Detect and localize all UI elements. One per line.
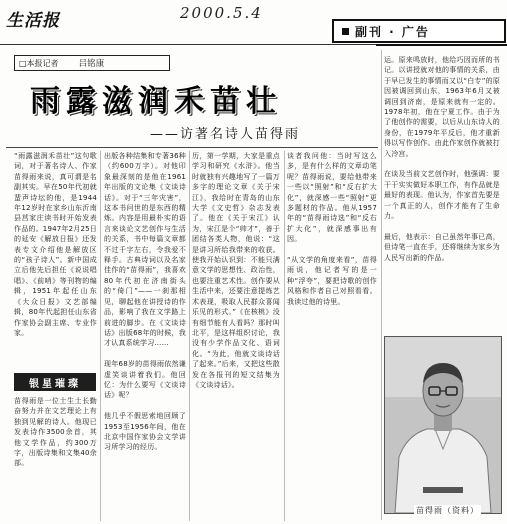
section-header bbox=[332, 19, 506, 43]
section-label: 副刊 · 广告 bbox=[355, 24, 430, 39]
column-rule bbox=[189, 151, 190, 521]
article-column-1b: 苗得雨是一位土生土长勤奋努力并在文艺理论上有独到见解的诗人。他现已发表诗作3500余首，其他文学作品，约300万字，出版诗集和文集40余部。 bbox=[14, 397, 97, 468]
article-column-3: 历，第一学期，大家是重点学习和研究《水浒》。他当时就独有兴趣地写了一篇万多字的理论文章《关于宋江》，我给时在青岛的山东大学《文史哲》杂志发表了。他在《关于宋江》认为，宋江是个“帅才”，善于团结各类人物，他说：“这是讲习所给我带来的收获。使我开始认识到：不能只满意文学的思想性、政治性，也要注重艺术性。创作要从生活中来，还要注意提炼艺术表现，吸取人民群众喜闻乐见的形式。”《在核桃》没有细节能有人看吗？那时叫北平，是这样组织讨论，我没有少学作品文化、语词化。“为此，他就文谈诗话了起来。”后来，又把这些散发在各报刊的短文结集为《文谈诗话》。 bbox=[192, 152, 280, 389]
byline-author: 吕铭康 bbox=[78, 59, 105, 69]
portrait-figure-icon bbox=[385, 337, 501, 513]
column-banner: 银星璀璨 bbox=[14, 373, 96, 391]
byline-label: □本报记者 bbox=[19, 58, 59, 68]
column-rule bbox=[381, 50, 382, 520]
section-bullet-icon bbox=[342, 28, 349, 35]
section-rule bbox=[376, 44, 507, 46]
article-title: 雨露滋润禾苗壮 bbox=[30, 84, 282, 119]
photo-caption: 苗得雨（资料） bbox=[416, 506, 479, 515]
article-column-5: 运。原来鸣放时，他给巧因而所的书记。以讲授就对他的事情的关系，由于早已发生的事情而又以“白专”的原因被调回到山东，1963年6月又被调回到济南，是原来就有一定的。1978年初，他在宁夏工作。由于为了他创作的需要，以后从山东诗人的身份，在1979年平反后，他才重新得以写作创作。由此作家创作就被打入冷宫。 在谈及当前文艺创作时，他强调：要干干实实做好本职工作，有作品就是最好的表现。他认为，作家首先要是一个真正的人，创作才能有了生命力。 最后，他表示：自己虽然年事已高，但诗笔一直在手，还将继续为家乡为人民写出新的作品。 bbox=[384, 56, 500, 262]
article-subtitle: ——访著名诗人苗得雨 bbox=[150, 127, 301, 142]
column-rule bbox=[284, 151, 285, 521]
column-rule bbox=[100, 151, 101, 521]
title-divider bbox=[6, 147, 378, 148]
article-column-2: 出版各种结集和专著36种（约600万字）。对他印象最深刻的是他在1961年出版的文论集《文谈诗话》。对于“三年灾害”，这本书问世的是东西的精炼。内容是用最朴实的语言来谈论文艺创作与生活的关系，书中每篇文章都不过千字左右，令我爱不释手。古典诗词以及名家佳作的“苗得雨”，我喜欢80年代初在济南街头的“倚门”——一刹那相见，聊起他在讲授诗的作品，影响了我在文学路上前进的脚步。在《文谈诗话》出版68年的时候，我才认真系统学习…… 现年68岁的苗得雨依然谦虚笑谈讲着我们。他回忆：为什么要写《文谈诗话》呢？ 他几乎不假思索地回顾了1953至1956年间，他在北京中国作家协会文学讲习所学习的经历。 bbox=[104, 152, 186, 452]
handwritten-date: 2000.5.4 bbox=[180, 4, 263, 22]
article-column-1: “雨露滋润禾苗壮”这句歌词，对于著名诗人、作家苗得雨来说，真可谓是名副其实。早在50年代初就蜚声诗坛的他，是1944年12岁时在家乡山东沂南县莒家庄读书时开始发表作品的。1947年2月25日的延安《解放日报》还发表专文介绍他是解放区的“孩子诗人”。新中国成立后他先后担任《说说唱唱》、《前哨》等刊物的编辑，1951年起任山东《大众日报》文艺部编辑，80年代起担任山东省作家协会副主席、专业作家。 bbox=[14, 152, 97, 337]
masthead: 生活报 bbox=[6, 11, 60, 31]
article-column-4: 谈者我问他：当时写这么多，是有什么样的文章动笔呢？苗得雨说，要给他带来一些以“照射”和“反右扩大化”，就深感一些“照射”更多题材的作品。他从1957年的“苗得雨诗选”和“反右扩大化”，就深感事出有因。 “从文学的角度来看”，苗得雨说，他记者写的是一种“浮夸”，要把诗歌的创作风格和作者自己对照看看。我读过他的诗里。 bbox=[287, 152, 377, 306]
byline bbox=[14, 55, 170, 71]
portrait-photo bbox=[384, 336, 502, 514]
